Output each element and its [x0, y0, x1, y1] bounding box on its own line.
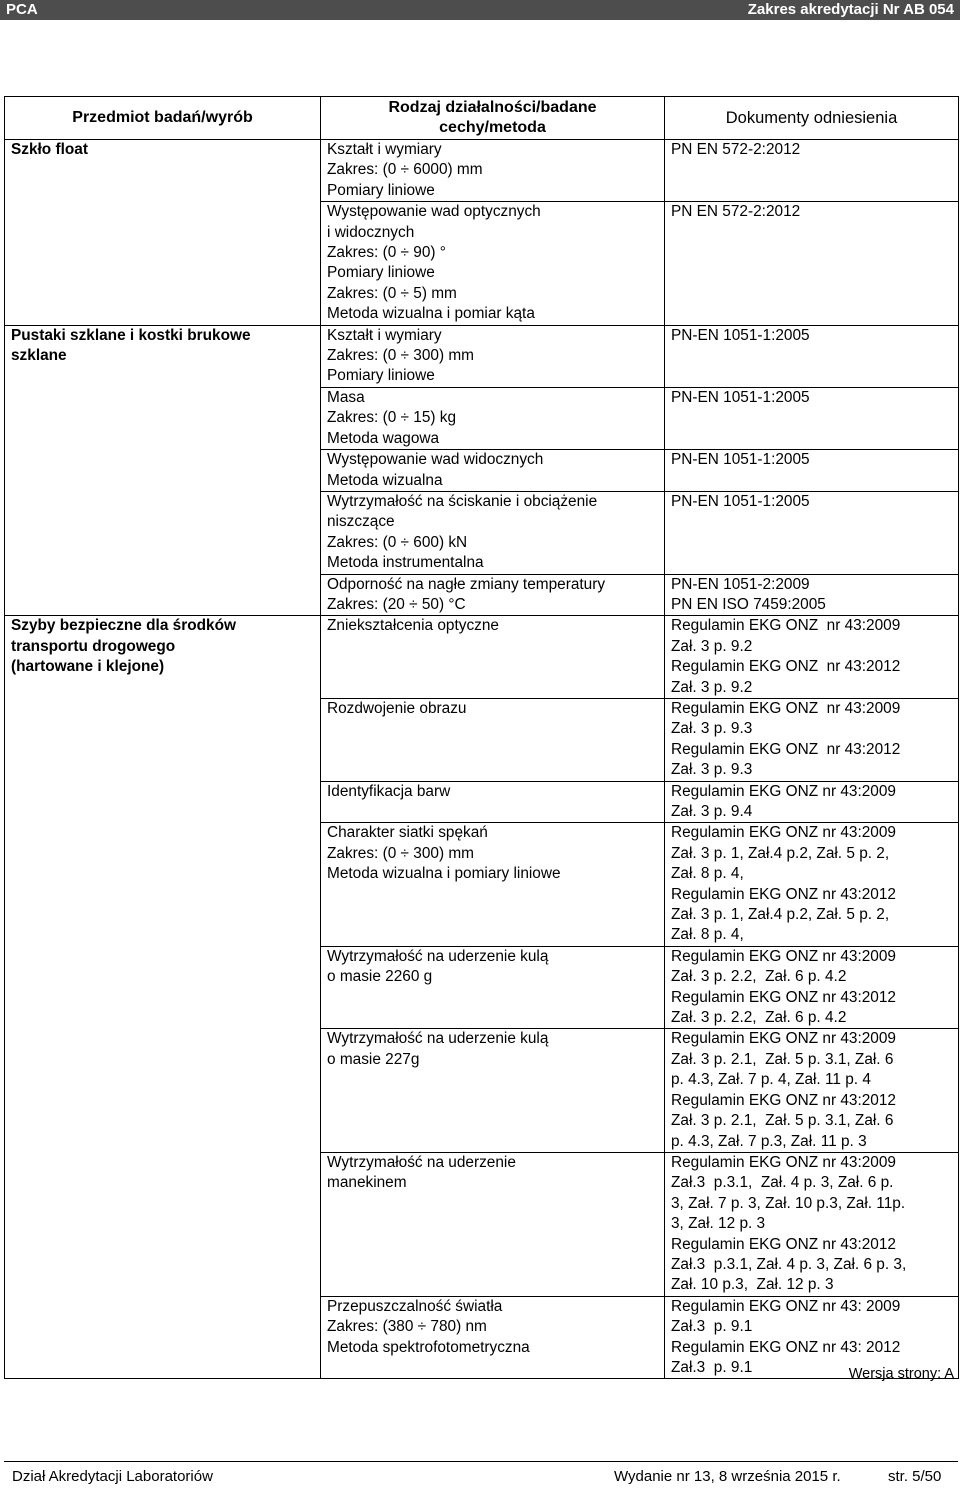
document-line: Regulamin EKG ONZ nr 43:2009	[671, 782, 896, 800]
activity-cell	[321, 1152, 665, 1296]
document-line: Regulamin EKG ONZ nr 43:2009	[671, 947, 896, 965]
activity-line: Zakres: (0 ÷ 300) mm	[327, 844, 474, 862]
document-line: p. 4.3, Zał. 7 p.3, Zał. 11 p. 3	[671, 1132, 867, 1150]
activity-cell	[321, 781, 665, 823]
document-cell	[665, 202, 959, 325]
activity-line: Zakres: (0 ÷ 6000) mm	[327, 161, 483, 179]
activity-line: i widocznych	[327, 223, 415, 241]
document-line: Regulamin EKG ONZ nr 43:2012	[671, 658, 901, 676]
activity-line: Zakres: (0 ÷ 5) mm	[327, 284, 457, 302]
subject-line: (hartowane i klejone)	[11, 658, 165, 676]
document-cell	[665, 1152, 959, 1296]
document-line: Zał.3 p. 9.1	[671, 1358, 753, 1376]
header-left: PCA	[6, 1, 38, 18]
activity-line: Identyfikacja barw	[327, 782, 451, 800]
footer-page-number: str. 5/50	[888, 1468, 942, 1485]
activity-cell	[321, 1029, 665, 1152]
document-line: PN-EN 1051-1:2005	[671, 388, 810, 406]
document-line: 3, Zał. 12 p. 3	[671, 1215, 766, 1233]
activity-cell	[321, 450, 665, 492]
document-line: Zał. 8 p. 4,	[671, 865, 744, 883]
document-cell	[665, 325, 959, 387]
header-documents: Dokumenty odniesienia	[665, 97, 959, 140]
document-line: Zał. 3 p. 2.2, Zał. 6 p. 4.2	[671, 1009, 847, 1027]
activity-line: manekinem	[327, 1174, 407, 1192]
subject-line: transportu drogowego	[11, 637, 176, 655]
table-body	[5, 140, 959, 1379]
subject-cell	[5, 140, 321, 326]
document-line: Regulamin EKG ONZ nr 43:2009	[671, 1153, 896, 1171]
document-line: PN-EN 1051-2:2009	[671, 575, 810, 593]
subject-line: Szyby bezpieczne dla środków	[11, 617, 236, 635]
activity-line: Metoda wagowa	[327, 429, 440, 447]
activity-cell	[321, 1296, 665, 1379]
document-cell	[665, 140, 959, 202]
activity-line: Pomiary liniowe	[327, 367, 435, 385]
document-line: Regulamin EKG ONZ nr 43:2009	[671, 1030, 896, 1048]
document-cell	[665, 698, 959, 781]
activity-line: Charakter siatki spękań	[327, 824, 488, 842]
activity-line: Rozdwojenie obrazu	[327, 699, 467, 717]
document-line: PN-EN 1051-1:2005	[671, 451, 810, 469]
activity-line: o masie 2260 g	[327, 968, 433, 986]
document-line: Regulamin EKG ONZ nr 43:2009	[671, 699, 901, 717]
activity-line: Występowanie wad optycznych	[327, 203, 541, 221]
document-line: Zał. 3 p. 9.2	[671, 637, 753, 655]
document-line: Regulamin EKG ONZ nr 43:2012	[671, 1091, 896, 1109]
document-line: PN-EN 1051-1:2005	[671, 326, 810, 344]
activity-cell	[321, 946, 665, 1029]
footer-edition: Wydanie nr 13, 8 września 2015 r.	[614, 1468, 841, 1485]
activity-line: Kształt i wymiary	[327, 326, 442, 344]
document-line: Zał. 3 p. 1, Zał.4 p.2, Zał. 5 p. 2,	[671, 844, 890, 862]
document-line: Regulamin EKG ONZ nr 43:2012	[671, 885, 896, 903]
activity-cell	[321, 491, 665, 574]
activity-line: Wytrzymałość na ściskanie i obciążenie	[327, 492, 598, 510]
document-line: p. 4.3, Zał. 7 p. 4, Zał. 11 p. 4	[671, 1071, 871, 1089]
activity-cell	[321, 574, 665, 616]
document-line: Regulamin EKG ONZ nr 43:2012	[671, 1235, 896, 1253]
activity-cell	[321, 202, 665, 325]
document-line: PN EN ISO 7459:2005	[671, 595, 826, 613]
document-line: PN-EN 1051-1:2005	[671, 492, 810, 510]
document-line: Zał. 3 p. 9.3	[671, 761, 753, 779]
document-line: Zał. 3 p. 9.2	[671, 678, 753, 696]
activity-line: Wytrzymałość na uderzenie	[327, 1153, 516, 1171]
activity-line: Zakres: (0 ÷ 600) kN	[327, 533, 468, 551]
document-line: Regulamin EKG ONZ nr 43:2012	[671, 740, 901, 758]
activity-line: Zakres: (0 ÷ 300) mm	[327, 347, 474, 365]
activity-cell	[321, 387, 665, 449]
activity-line: Wytrzymałość na uderzenie kulą	[327, 947, 549, 965]
activity-line: niszczące	[327, 513, 395, 531]
subject-cell	[5, 616, 321, 1379]
document-line: Zał.3 p.3.1, Zał. 4 p. 3, Zał. 6 p. 3,	[671, 1255, 907, 1273]
table-row	[5, 616, 959, 699]
activity-line: Zakres: (0 ÷ 15) kg	[327, 409, 457, 427]
document-cell	[665, 616, 959, 699]
activity-line: Pomiary liniowe	[327, 181, 435, 199]
header-subject: Przedmiot badań/wyrób	[5, 97, 321, 140]
subject-line: szklane	[11, 347, 67, 365]
document-cell	[665, 946, 959, 1029]
table-row	[5, 140, 959, 202]
activity-line: Metoda wizualna i pomiar kąta	[327, 305, 535, 323]
header-activity: Rodzaj działalności/badane cechy/metoda	[321, 97, 665, 140]
document-line: Zał. 3 p. 9.3	[671, 720, 753, 738]
activity-line: Odporność na nagłe zmiany temperatury	[327, 575, 606, 593]
activity-line: Występowanie wad widocznych	[327, 451, 544, 469]
document-line: Regulamin EKG ONZ nr 43:2012	[671, 988, 896, 1006]
document-cell	[665, 450, 959, 492]
document-line: Zał.3 p. 9.1	[671, 1318, 753, 1336]
subject-line: Pustaki szklane i kostki brukowe	[11, 326, 251, 344]
table-row	[5, 325, 959, 387]
activity-line: Metoda spektrofotometryczna	[327, 1338, 530, 1356]
page-header	[0, 0, 960, 20]
activity-line: Pomiary liniowe	[327, 264, 435, 282]
document-cell	[665, 574, 959, 616]
document-cell	[665, 823, 959, 946]
activity-line: Zakres: (380 ÷ 780) nm	[327, 1318, 487, 1336]
document-cell	[665, 387, 959, 449]
document-line: Zał. 3 p. 2.2, Zał. 6 p. 4.2	[671, 968, 847, 986]
activity-cell	[321, 140, 665, 202]
activity-line: Metoda instrumentalna	[327, 554, 484, 572]
activity-line: Kształt i wymiary	[327, 141, 442, 158]
document-line: 3, Zał. 7 p. 3, Zał. 10 p.3, Zał. 11p.	[671, 1194, 906, 1212]
document-line: Regulamin EKG ONZ nr 43: 2009	[671, 1297, 901, 1315]
activity-line: Metoda wizualna	[327, 471, 443, 489]
document-line: Regulamin EKG ONZ nr 43: 2012	[671, 1338, 901, 1356]
subject-cell	[5, 325, 321, 616]
activity-line: Masa	[327, 388, 365, 406]
document-cell	[665, 1029, 959, 1152]
activity-line: Zniekształcenia optyczne	[327, 617, 499, 635]
document-line: Zał. 10 p.3, Zał. 12 p. 3	[671, 1276, 834, 1294]
document-line: Zał. 3 p. 1, Zał.4 p.2, Zał. 5 p. 2,	[671, 906, 890, 924]
document-line: Zał. 3 p. 2.1, Zał. 5 p. 3.1, Zał. 6	[671, 1050, 894, 1068]
activity-cell	[321, 823, 665, 946]
activity-line: Metoda wizualna i pomiary liniowe	[327, 865, 561, 883]
activity-cell	[321, 698, 665, 781]
footer-department: Dział Akredytacji Laboratoriów	[12, 1468, 213, 1485]
accreditation-table	[4, 96, 959, 1379]
page-version: Wersja strony: A	[848, 1366, 954, 1382]
activity-line: o masie 227g	[327, 1050, 420, 1068]
activity-line: Przepuszczalność światła	[327, 1297, 503, 1315]
activity-line: Zakres: (20 ÷ 50) °C	[327, 595, 466, 613]
document-line: Regulamin EKG ONZ nr 43:2009	[671, 617, 901, 635]
document-line: PN EN 572-2:2012	[671, 203, 801, 221]
activity-cell	[321, 325, 665, 387]
document-line: PN EN 572-2:2012	[671, 141, 801, 158]
header-right: Zakres akredytacji Nr AB 054	[747, 1, 954, 18]
document-line: Zał. 3 p. 9.4	[671, 803, 753, 820]
document-line: Zał. 8 p. 4,	[671, 926, 744, 944]
activity-cell	[321, 616, 665, 699]
document-line: Zał.3 p.3.1, Zał. 4 p. 3, Zał. 6 p.	[671, 1174, 894, 1192]
document-line: Zał. 3 p. 2.1, Zał. 5 p. 3.1, Zał. 6	[671, 1112, 894, 1130]
activity-line: Wytrzymałość na uderzenie kulą	[327, 1030, 549, 1048]
document-line: Regulamin EKG ONZ nr 43:2009	[671, 824, 896, 842]
document-cell	[665, 491, 959, 574]
subject-line: Szkło float	[11, 141, 88, 158]
document-cell	[665, 781, 959, 823]
footer-divider	[4, 1461, 958, 1462]
activity-line: Zakres: (0 ÷ 90) °	[327, 244, 446, 262]
